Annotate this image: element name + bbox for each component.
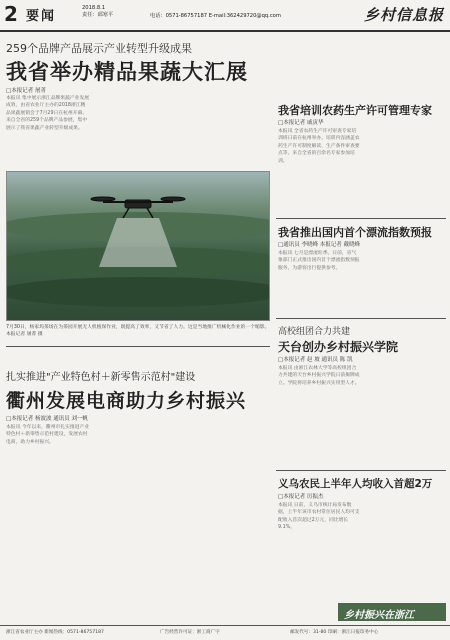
divider — [276, 470, 446, 471]
footer-middle: 广告经营许可证：浙工商广字 — [160, 630, 220, 635]
right-mid-body-col1: 本报讯 七月是漂流旺季。日前，省气象部门正式推出国内首个漂流指数预报服务，为游客出行提供参考。 — [278, 251, 360, 271]
lead-headline[interactable]: 我省举办精品果蔬大汇展 — [6, 60, 248, 84]
page-footer — [0, 625, 450, 640]
left-bottom-body-col3 — [182, 424, 270, 620]
right-top-byline: □本报记者 戚寅华 — [278, 120, 324, 126]
left-bottom-byline: □本报记者 杨波波 通讯员 刘一帆 — [6, 416, 88, 422]
divider — [6, 346, 270, 347]
duty-editor: 责任：邱寒平 — [82, 12, 114, 18]
right-low-kicker: 高校组团合力共建 — [278, 327, 351, 337]
lead-byline: □本报记者 屠菁 — [6, 88, 46, 94]
right-top-body-col1: 本报讯 全省农药生产许可审查专家培训班日前在杭州举办。培训内容涵盖农药生产许可制度解读、生产条件审查要点等，来自全省的百余名专家参加培训。 — [278, 129, 360, 164]
right-bottom-byline: □本报记者 厉振杰 — [278, 494, 324, 500]
divider — [276, 318, 446, 319]
newspaper-logo: 乡村信息报 — [363, 6, 444, 24]
lead-body-col1: 本报讯 集中展示浙江品牌果蔬产业发展成效，由省农业厅主办的2018浙江精品果蔬展销会于7月29日在杭州开幕。来自全省的259个品牌产品参展，集中展示了我省果蔬产业转型升级成果。 — [6, 96, 90, 131]
left-bottom-body-col1: 本报讯 今年以来，衢州市扎实推进产业特色村＋新零售示范村建设，发展农村电商，助力乡村振兴。 — [6, 425, 90, 445]
drone-tea-field-photo — [6, 171, 270, 321]
right-top-body-col2 — [364, 128, 446, 212]
right-mid-body-col2 — [364, 250, 446, 314]
footer-left: 浙江省农业厅主办 新闻热线：0571-86757187 — [6, 630, 104, 635]
lead-body-col2 — [94, 88, 178, 168]
right-bottom-body-col1: 本报讯 日前，义乌市统计局发布数据，上半年该市农村常住居民人均可支配收入首次超过2万元，同比增长9.1%。 — [278, 503, 360, 531]
date-text: 2018.8.1 — [82, 5, 106, 11]
left-bottom-headline[interactable]: 衢州发展电商助力乡村振兴 — [6, 390, 247, 412]
right-mid-byline: □通讯员 李晓峰 本报记者 戴晓峰 — [278, 242, 360, 248]
photo-caption: 7月30日，杨家坞茶场在为茶园开展无人机植保作业，既提高了效率，又节省了人力。这是当地推广机械化作业的一个缩影。 本报记者 屠菁 摄 — [6, 325, 270, 337]
section-title: 要闻 — [26, 9, 57, 24]
footer-right: 邮发代号：31-80 印刷：浙江日报印务中心 — [290, 630, 379, 635]
right-mid-headline[interactable]: 我省推出国内首个漂流指数预报 — [278, 226, 432, 239]
rural-revitalization-banner: 乡村振兴在浙江 — [338, 603, 446, 621]
masthead — [0, 0, 450, 32]
right-bottom-headline[interactable]: 义乌农民上半年人均收入首超2万 — [278, 478, 433, 490]
left-bottom-kicker: 扎实推进"产业特色村＋新零售示范村"建设 — [6, 372, 196, 383]
drone-icon — [7, 172, 270, 321]
right-low-headline[interactable]: 天台创办乡村振兴学院 — [278, 340, 399, 354]
contact-info: 电话：0571-86757187 E-mail:362429720@qq.com — [150, 13, 281, 19]
left-bottom-body-col2 — [94, 424, 178, 620]
right-low-body-col2 — [364, 365, 446, 465]
right-low-body-col1: 本报讯 由浙江农林大学等高校组团合力共建的天台乡村振兴学院日前揭牌成立。学院将培养乡村振兴实用型人才。 — [278, 366, 360, 386]
divider — [276, 218, 446, 219]
right-low-byline: □本报记者 赵 坡 通讯员 陈 凯 — [278, 357, 353, 363]
right-top-headline[interactable]: 我省培训农药生产许可管理专家 — [278, 104, 432, 117]
lead-kicker: 259个品牌产品展示产业转型升级成果 — [6, 42, 192, 55]
right-bottom-body-col2 — [364, 502, 446, 600]
issue-date — [82, 5, 113, 19]
page-number: 2 — [4, 2, 18, 26]
lead-body-col3 — [182, 88, 266, 168]
